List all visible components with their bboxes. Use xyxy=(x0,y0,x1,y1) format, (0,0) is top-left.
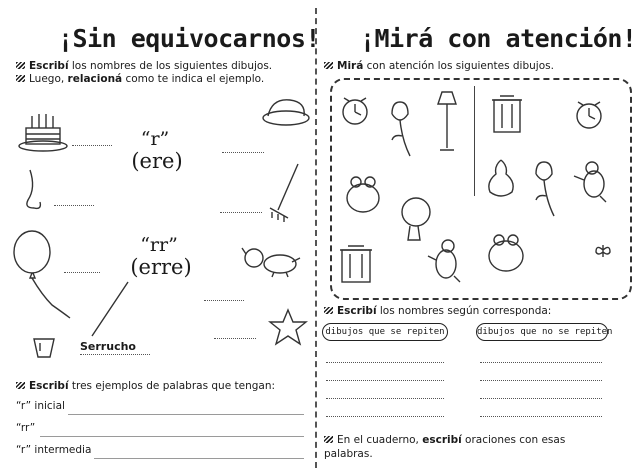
pear-icon xyxy=(484,156,518,200)
answer-line[interactable] xyxy=(40,436,304,437)
answer-line[interactable] xyxy=(326,362,444,363)
page-divider xyxy=(315,8,317,468)
cake-icon xyxy=(18,108,68,153)
rr-name: (erre) xyxy=(130,255,192,279)
answer-line[interactable] xyxy=(480,362,602,363)
alarm-clock-icon xyxy=(574,96,604,132)
right-title: ¡Mirá con atención! xyxy=(360,24,637,53)
rose-icon xyxy=(530,160,558,220)
rake-icon xyxy=(270,162,300,224)
bullet-icon xyxy=(324,62,333,69)
butterfly-icon xyxy=(594,242,612,260)
answer-line[interactable] xyxy=(222,152,264,153)
trash-can-icon xyxy=(338,242,374,286)
floor-lamp-icon xyxy=(434,90,460,154)
footer-line-2: palabras. xyxy=(324,448,373,460)
balloon-icon xyxy=(12,230,82,320)
hat-icon xyxy=(262,94,310,128)
answer-line[interactable] xyxy=(220,212,262,213)
answer-line[interactable] xyxy=(326,380,444,381)
alarm-clock-icon xyxy=(340,92,370,128)
answer-line[interactable] xyxy=(326,416,444,417)
bullet-icon xyxy=(16,75,25,82)
write-instruction: Escribí los nombres según corresponda: xyxy=(324,305,551,318)
pill-repeated: dibujos que se repiten xyxy=(322,323,448,341)
saw-icon xyxy=(30,337,58,359)
bullet-icon xyxy=(16,62,25,69)
answer-line[interactable] xyxy=(480,398,602,399)
answer-line[interactable] xyxy=(54,205,94,206)
nose-icon xyxy=(22,168,52,218)
answer-line[interactable] xyxy=(72,145,112,146)
footer-line-1: En el cuaderno, escribí oraciones con esas xyxy=(324,434,565,447)
example-word: Serrucho xyxy=(80,340,136,353)
left-instruction-2: Luego, relacioná como te indica el ejemplo. xyxy=(16,73,264,86)
answer-line[interactable] xyxy=(94,458,304,459)
r-quote: “r” xyxy=(140,128,170,150)
box-divider xyxy=(474,86,475,196)
left-instruction-1: Escribí los nombres de los siguientes dibujos. xyxy=(16,60,272,73)
row-r-intermediate: “r” intermedia xyxy=(16,444,92,456)
answer-line[interactable] xyxy=(480,416,602,417)
rr-quote: “rr” xyxy=(140,234,178,256)
answer-line xyxy=(80,354,150,355)
answer-line[interactable] xyxy=(326,398,444,399)
pill-not-repeated: dibujos que no se repiten xyxy=(476,323,608,341)
example-connector xyxy=(90,280,140,340)
frog-icon xyxy=(486,230,526,276)
bullet-icon xyxy=(324,436,333,443)
answer-line[interactable] xyxy=(68,414,304,415)
trash-can-icon xyxy=(490,92,524,136)
frog-icon xyxy=(344,172,382,216)
right-instruction: Mirá con atención los siguientes dibujos. xyxy=(324,60,554,73)
row-rr: “rr” xyxy=(16,422,36,434)
r-name: (ere) xyxy=(131,149,183,173)
bullet-icon xyxy=(324,307,333,314)
dog-icon xyxy=(240,244,302,278)
bullet-icon xyxy=(16,382,25,389)
answer-line[interactable] xyxy=(214,338,256,339)
left-title: ¡Sin equivocarnos! xyxy=(58,24,320,53)
mouse-icon xyxy=(570,158,614,204)
mouse-icon xyxy=(426,236,466,286)
answer-line[interactable] xyxy=(64,272,100,273)
row-r-initial: “r” inicial xyxy=(16,400,65,412)
answer-line[interactable] xyxy=(204,300,244,301)
answer-line[interactable] xyxy=(480,380,602,381)
left-bottom-instruction: Escribí tres ejemplos de palabras que tengan: xyxy=(16,380,275,393)
rose-icon xyxy=(386,100,414,160)
star-icon xyxy=(268,308,308,348)
